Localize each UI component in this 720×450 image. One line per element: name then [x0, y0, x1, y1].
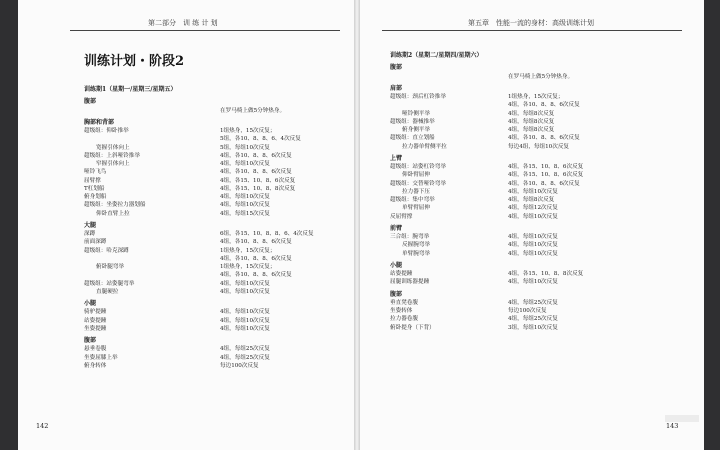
sets-reps: 1组热身，15次反复；: [220, 128, 276, 134]
sets-reps: 1组热身，15次反复；: [220, 264, 276, 270]
section-heading-row: [390, 155, 680, 163]
sets-reps: 4组，每组25次反复: [220, 354, 270, 361]
faded-footnote: [665, 415, 699, 422]
sets-reps: 每边4组，每组10次反复: [508, 143, 570, 150]
exercise-row: [84, 354, 344, 362]
sets-reps: 4组，各15、10、8、8次反复: [508, 271, 584, 277]
exercise-row: [84, 255, 344, 263]
exercise-name: 屈腿训练器提踵: [390, 279, 430, 286]
section-heading-row: [390, 85, 680, 93]
exercise-row: [390, 126, 680, 134]
page-number: 142: [36, 422, 49, 430]
sets-reps: 4组，每组10次反复: [508, 213, 558, 220]
exercise-name: 超级组：器械推举: [390, 118, 435, 125]
exercise-name: 俯身划船: [84, 194, 107, 200]
exercise-name: 超级组：坐姿拉力器划船: [84, 202, 146, 209]
exercise-row: [390, 324, 680, 332]
sets-reps: 4组，每组10次反复: [220, 280, 270, 287]
section-heading: 腹部: [390, 64, 403, 72]
exercise-name: 深蹲: [84, 231, 96, 237]
sets-reps: 4组，各10、8、8、6次反复: [220, 239, 292, 246]
exercise-name: 单臂腕弯举: [402, 250, 430, 257]
exercise-row: [390, 118, 680, 126]
exercise-row: [84, 362, 344, 370]
sets-reps: 4组，各10、8、8、6次反复: [220, 272, 292, 279]
exercise-name: 哑铃飞鸟: [84, 169, 107, 176]
exercise-name: 坐姿屈膝上举: [84, 354, 118, 361]
section-heading-row: [390, 291, 680, 299]
exercise-name: 仰卧直臂上拉: [96, 210, 130, 217]
section-heading-row: [390, 262, 680, 270]
section-heading: 小腿: [390, 261, 403, 269]
exercise-row: [390, 241, 680, 249]
exercise-name: 单臂臂屈伸: [402, 205, 430, 212]
exercise-row: [390, 278, 680, 286]
exercise-name: 窄握引体向上: [96, 161, 130, 167]
left-page: [18, 0, 354, 450]
sets-reps: 4组，每组10次反复: [508, 242, 558, 249]
exercise-row: [390, 307, 680, 315]
sets-reps: 4组，每组25次反复: [508, 316, 558, 323]
exercise-name: 坐姿转体: [390, 308, 413, 314]
exercise-row: [84, 288, 344, 296]
sets-reps: 4组，每组25次反复: [220, 346, 270, 353]
sets-reps: 4组，各10、8、8、6次反复: [220, 169, 292, 176]
exercise-name: 俯卧腿弯举: [96, 264, 124, 270]
exercise-name: 前面深蹲: [84, 239, 107, 246]
page-title: 训练计划・阶段2: [84, 54, 185, 69]
exercise-row: [390, 134, 680, 142]
exercise-name: 超级组：交替哑铃弯举: [390, 180, 446, 187]
sets-reps: 4组，每组10次反复: [508, 279, 558, 286]
exercise-row: [84, 345, 344, 353]
right-page: [360, 0, 704, 450]
exercise-row: [84, 193, 344, 201]
sets-reps: 4组，每组10次反复: [508, 250, 558, 257]
sets-reps: 4组，每组12次反复: [508, 205, 558, 212]
sets-reps: 4组，每组25次反复: [508, 299, 558, 306]
phase-title: 训练期2（星期二/星期四/星期六）: [390, 52, 483, 59]
exercise-name: 坐姿提踵: [84, 325, 107, 332]
section-heading-row: [84, 337, 344, 345]
sections-container: [390, 64, 680, 332]
exercise-name: 垂直凳卷腹: [390, 299, 418, 306]
sets-reps: 1组热身，15次反复；: [220, 247, 276, 254]
section-heading: 肩部: [390, 84, 403, 92]
exercise-row: [390, 188, 680, 196]
exercise-row: [84, 317, 344, 325]
exercise-row: [390, 250, 680, 258]
exercise-row: [390, 196, 680, 204]
sets-reps: 4组，各15、10、8、6次反复: [508, 164, 584, 170]
exercise-name: 悬垂卷腹: [84, 346, 107, 353]
exercise-row: [84, 210, 344, 218]
exercise-name: 超级组：站姿腿弯举: [84, 280, 135, 287]
exercise-row: [84, 185, 344, 193]
sets-reps: 在罗马椅上做5分钟热身。: [220, 107, 286, 114]
exercise-row: [390, 233, 680, 241]
exercise-row: [84, 230, 344, 238]
exercise-row: [84, 308, 344, 316]
section-heading: 腹部: [390, 290, 403, 298]
running-header: 第五章 性能一流的身材：高级训练计划: [468, 19, 594, 27]
section-heading-row: [390, 225, 680, 233]
exercise-row: [84, 168, 344, 176]
exercise-name: 俯身转体: [84, 362, 107, 369]
sets-reps: 4组，各10、8、8、6次反复: [508, 102, 580, 109]
exercise-name: 超级组：颈后杠铃推举: [390, 94, 446, 100]
sets-reps: 4组，各15、10、8、8次反复: [220, 185, 296, 192]
sets-reps: 每边100次反复: [220, 362, 259, 369]
sets-reps: 4组，各10、8、8、6次反复: [508, 180, 580, 187]
exercise-name: 直腿硬拉: [96, 288, 119, 295]
section-heading: 上臂: [390, 154, 403, 162]
section-heading-row: [84, 300, 344, 308]
exercise-row: [390, 315, 680, 323]
exercise-row: [390, 163, 680, 171]
exercise-row: [84, 247, 344, 255]
sets-reps: 4组，每组10次反复: [508, 234, 558, 240]
exercise-row: [84, 280, 344, 288]
exercise-name: 拉力器卷腹: [390, 316, 418, 323]
exercise-row: [84, 263, 344, 271]
sets-reps: 4组，每组8次反复: [508, 127, 555, 133]
exercise-row: [84, 201, 344, 209]
exercise-row: [390, 180, 680, 188]
exercise-row: [84, 135, 344, 143]
sets-reps: 在罗马椅上做5分钟热身。: [508, 73, 574, 80]
sets-reps: 3组，每组10次反复: [508, 324, 558, 331]
sections-container: [84, 98, 344, 370]
section-heading: 胸部和背部: [84, 118, 115, 126]
exercise-row: [84, 271, 344, 279]
exercise-row: [390, 270, 680, 278]
exercise-name: 超级组：站姿杠铃弯举: [390, 164, 446, 170]
sets-reps: 4组，每组8次反复: [508, 118, 555, 125]
sets-reps: 4组，每组10次反复: [220, 161, 270, 167]
workout-plan: [390, 52, 680, 332]
section-heading: 大腿: [84, 221, 97, 229]
exercise-row: [390, 171, 680, 179]
section-heading: 小腿: [84, 300, 97, 307]
sets-reps: 1组热身，15次反复；: [508, 94, 564, 100]
exercise-name: 超级组：上斜哑铃推举: [84, 152, 140, 159]
exercise-row: [84, 107, 344, 115]
exercise-name: 站姿提踵: [84, 317, 107, 324]
workout-plan: [84, 86, 344, 370]
exercise-name: 三合组：腕弯举: [390, 234, 430, 240]
sets-reps: 4组，每组10次反复: [220, 202, 270, 209]
exercise-name: 反握腕弯举: [402, 242, 430, 249]
exercise-name: 反屈臂撑: [390, 213, 413, 220]
sets-reps: 4组，每组15次反复: [220, 210, 270, 217]
phase-title: 训练期1（星期一/星期三/星期五）: [84, 86, 177, 93]
exercise-name: 拉力器下压: [402, 188, 430, 195]
sets-reps: 5组，各10、8、8、6、4次反复: [220, 136, 301, 143]
sets-reps: 4组，各15、10、8、6次反复: [220, 177, 296, 184]
sets-reps: 4组，每组10次反复: [220, 288, 270, 295]
exercise-row: [84, 127, 344, 135]
exercise-name: 骑驴提踵: [84, 309, 107, 316]
section-heading: 腹部: [84, 337, 97, 344]
exercise-name: 宽握引体向上: [96, 144, 130, 151]
sets-reps: 4组，各10、8、8、6次反复: [220, 255, 292, 262]
exercise-name: 拉力器单臂侧平拉: [402, 143, 447, 150]
section-heading-row: [390, 64, 680, 72]
running-header: 第二部分 训 练 计 划: [148, 19, 218, 27]
exercise-row: [390, 143, 680, 151]
exercise-row: [390, 204, 680, 212]
sets-reps: 6组，各15、10、8、8、6、4次反复: [220, 231, 314, 237]
sets-reps: 4组，每组8次反复: [508, 197, 555, 203]
exercise-row: [390, 110, 680, 118]
sets-reps: 4组，每组8次反复: [508, 110, 555, 117]
sets-reps: 4组，每组10次反复: [220, 317, 270, 324]
section-heading-row: [84, 222, 344, 230]
sets-reps: 4组，各10、8、8、6次反复: [508, 135, 580, 142]
exercise-row: [84, 144, 344, 152]
exercise-name: 俯卧提身（下背）: [390, 324, 435, 331]
exercise-name: 超级组：集中弯举: [390, 197, 435, 203]
sets-reps: 每边100次反复: [508, 308, 547, 314]
exercise-row: [84, 152, 344, 160]
exercise-row: [390, 299, 680, 307]
exercise-row: [84, 325, 344, 333]
sets-reps: 4组，各15、10、8、6次反复: [508, 172, 584, 179]
section-heading: 腹部: [84, 98, 97, 106]
page-number: 143: [666, 422, 679, 430]
sets-reps: 5组，每组10次反复: [220, 144, 270, 151]
exercise-name: 超级组：仰卧推举: [84, 128, 129, 134]
sets-reps: 4组，每组10次反复: [508, 188, 558, 195]
exercise-name: 屈臂撑: [84, 177, 101, 184]
exercise-row: [84, 160, 344, 168]
exercise-row: [84, 177, 344, 185]
section-heading: 前臂: [390, 224, 403, 232]
sets-reps: 4组，每组10次反复: [220, 325, 270, 332]
exercise-name: 超级组：哈克深蹲: [84, 247, 129, 254]
header-rule: [70, 30, 340, 31]
sets-reps: 4组，各10、8、8、6次反复: [220, 152, 292, 159]
exercise-name: 超级组：直立划船: [390, 135, 435, 142]
exercise-row: [390, 101, 680, 109]
exercise-name: 俯身侧平举: [402, 127, 430, 133]
section-heading-row: [84, 119, 344, 127]
sets-reps: 4组，每组10次反复: [220, 194, 270, 200]
exercise-row: [390, 93, 680, 101]
sets-reps: 4组，每组10次反复: [220, 309, 270, 316]
exercise-row: [84, 238, 344, 246]
exercise-name: 哑铃侧平举: [402, 110, 430, 117]
exercise-name: T杠划船: [84, 185, 105, 192]
exercise-name: 仰卧臂屈伸: [402, 172, 430, 179]
exercise-row: [390, 73, 680, 81]
section-heading-row: [84, 98, 344, 106]
exercise-row: [390, 213, 680, 221]
exercise-name: 站姿提踵: [390, 271, 413, 277]
header-rule: [382, 30, 682, 31]
